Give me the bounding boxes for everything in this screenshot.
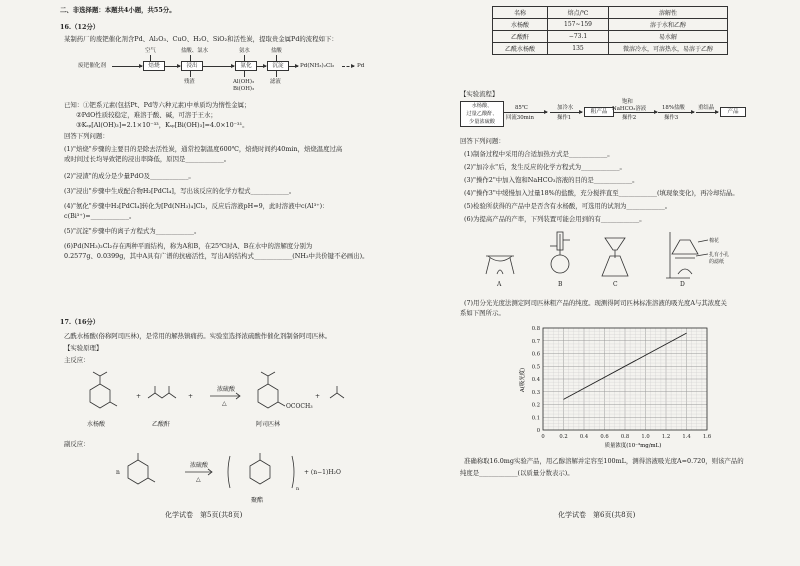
q17-prompt: 回答下列问题：: [460, 137, 505, 145]
table-row: [493, 43, 728, 55]
crude-product: 粗产品: [584, 107, 614, 117]
y-ticks: [532, 326, 541, 434]
polymer-name: 聚酯: [251, 497, 264, 504]
note-paper-1: 扎有小孔: [709, 252, 730, 258]
cell: 微溶冷水，可溶热水，易溶于乙醇: [609, 43, 728, 55]
known-3: ③Kₛₚ[Al(OH)₃]=2.1×10⁻³³，Kₛₚ[Bi(OH)₃]=4.0×10⁻³¹。: [76, 121, 249, 129]
header-name: 名称: [493, 7, 548, 19]
x-ticks: [541, 434, 711, 440]
reactant-line: 少量浓硫酸: [469, 119, 495, 125]
apparatus-c-label: C: [613, 281, 618, 288]
x-tick-label: 0.6: [600, 434, 609, 440]
table-header-row: [493, 7, 728, 19]
name-aspirin: 阿司匹林: [256, 421, 281, 428]
q7-line: (7)用分光光度法测定阿司匹林粗产品的纯度。现测得阿司匹林标准溶液的吸光度A与其浓度关: [464, 299, 727, 307]
cell: 乙酰水杨酸: [493, 43, 548, 55]
op1-label: 操作1: [557, 115, 572, 121]
catalyst-label: 浓硫酸: [217, 386, 236, 393]
side-product: + (n−1)H₂O: [304, 469, 341, 476]
chart-grid: [543, 328, 707, 430]
q16-item: (3)"浸出"步骤中生成配合物H₂[PdCl₄]，写出该反应的化学方程式____________。: [64, 187, 296, 195]
known-1: 已知：①钯系元素(包括Pt、Pd等六种元素)中单质均为惰性金属；: [64, 101, 251, 109]
y-tick-label: 0.5: [531, 364, 540, 371]
apparatus-b-label: B: [558, 281, 563, 288]
q8-line: 纯度是____________(以质量分数表示)。: [460, 469, 574, 477]
svg-text:+: +: [136, 393, 142, 400]
right-footer: 化学试卷 第6页(共8页): [558, 511, 636, 519]
cond-temp: 85℃: [515, 105, 528, 111]
principle-title: 【实验原理】: [64, 344, 103, 352]
x-tick-label: 0.2: [559, 434, 568, 440]
polymer-n: n: [296, 486, 300, 492]
x-tick-label: 0.4: [579, 434, 589, 440]
op2-saturated: 饱和: [622, 99, 633, 105]
cell: 157~159: [548, 19, 609, 31]
n-coefficient: n: [116, 469, 120, 476]
note-cotton: 棉花: [709, 238, 720, 244]
apparatus-a-label: A: [497, 281, 502, 288]
cell: 水杨酸: [493, 19, 548, 31]
flow-title: 【实验流程】: [460, 90, 499, 98]
q16-item: (2)"浸渣"的成分是少量PdO及____________。: [64, 172, 195, 180]
q16-item: 0.2577g、0.0399g，其中A具有广谱的抗癌活性，写出A的结构式____________(NH₃中共价键不必画出)。: [64, 252, 369, 260]
right-page: [400, 0, 800, 566]
main-reaction-label: 主反应：: [64, 356, 90, 364]
op2-label: 操作2: [622, 115, 637, 121]
q17-item: (1)制备过程中采用的合适加热方式是____________。: [464, 150, 614, 158]
flow-start: 废钯催化剂: [78, 63, 106, 69]
left-footer: 化学试卷 第5页(共8页): [165, 511, 243, 519]
q16-item: (6)Pd(NH₃)₂Cl₂存在两种平面结构，称为A和B，在25℃时A、B在水中的溶解度分别为: [64, 242, 313, 250]
side-heat: △: [196, 476, 201, 483]
y-axis-label: A(吸光度): [520, 367, 526, 393]
flow-reactants: [460, 101, 504, 127]
byproduct-bioh: Bi(OH)₃: [233, 86, 255, 92]
x-tick-label: 1.0: [641, 434, 650, 440]
x-tick-label: 1.2: [661, 434, 671, 440]
svg-text:+: +: [188, 393, 194, 400]
step-ammoniation: 氨化: [235, 61, 257, 71]
op3-label: 操作3: [664, 115, 679, 121]
reagent-air: 空气: [145, 48, 156, 54]
q8-line: 准确称取16.0mg实验产品，用乙醇溶解并定容至100mL，测得溶液吸光度A=0.720，则该产品的: [464, 457, 744, 465]
cell: 易水解: [609, 31, 728, 43]
reactant-line: 水杨酸、: [471, 103, 493, 109]
side-reaction-diagram: [100, 448, 360, 508]
q17-intro: 乙酰水杨酸(俗称阿司匹林)，是常用的解热镇痛药。实验室选择浓硫酸作催化剂制备阿司匹林。: [64, 332, 332, 340]
y-tick-label: 0: [536, 428, 540, 434]
q17-item: (2)"加冷水"后，发生反应的化学方程式为____________。: [464, 163, 626, 171]
q17-item: (6)为提高产品的产率，下列装置可能会用到的有____________。: [464, 215, 646, 223]
ester-group: OCOCH₃: [286, 403, 313, 410]
reactant-line: 过量乙酸酐、: [466, 111, 498, 117]
q16-item: (5)"沉淀"步骤中的离子方程式为____________。: [64, 227, 201, 235]
y-tick-label: 0.2: [531, 402, 540, 409]
y-tick-label: 0.8: [531, 326, 540, 332]
y-tick-label: 0.7: [531, 338, 540, 345]
op1-add-water: 加冷水: [557, 105, 574, 111]
recrystallize: 重结晶: [698, 105, 715, 111]
q7-line: 系如下图所示。: [460, 309, 505, 317]
heat-label: △: [222, 400, 227, 407]
q17-item: (4)"操作3"中缓慢加入过量18%的盐酸，充分搅拌直至____________(填现象变化)，再冷却结晶。: [464, 189, 739, 197]
apparatus-d-label: D: [680, 281, 685, 288]
final-product: 产品: [720, 107, 746, 117]
cell: −73.1: [548, 31, 609, 43]
op3-acid: 18%盐酸: [662, 105, 685, 111]
byproduct-aloh: Al(OH)₃: [233, 79, 255, 85]
step-roast: 焙烧: [143, 61, 165, 71]
header-solubility: 溶解性: [609, 7, 728, 19]
q16-item: (4)"氨化"步骤中H₂[PdCl₄]转化为[Pd(NH₃)₄]Cl₂，反应后溶液pH=9，此时溶液中c(Al³⁺)：: [64, 202, 329, 210]
cell: 乙酸酐: [493, 31, 548, 43]
note-paper-2: 的滤纸: [709, 259, 725, 265]
header-mp: 熔点/℃: [548, 7, 609, 19]
y-tick-label: 0.1: [531, 415, 540, 422]
step-leach: 浸出: [181, 61, 203, 71]
y-tick-label: 0.6: [531, 351, 540, 358]
cell: 135: [548, 43, 609, 55]
x-tick-label: 1.4: [682, 434, 691, 440]
main-reaction-diagram: [60, 368, 380, 438]
properties-table: [492, 6, 728, 55]
op2-reagent: NaHCO₃溶液: [612, 106, 647, 112]
y-tick-label: 0.4: [531, 377, 540, 383]
reagent-hcl: 盐酸: [271, 48, 282, 54]
known-2: ②PdO性质较稳定，难溶于酸、碱，可溶于王水；: [76, 111, 217, 119]
q17-header: 17.（16分）: [60, 318, 100, 326]
side-catalyst: 浓硫酸: [190, 462, 209, 469]
x-tick-label: 0.8: [620, 434, 630, 440]
x-axis-label: 质量浓度(10⁻³mg/mL): [604, 443, 662, 449]
name-salicylic: 水杨酸: [87, 421, 106, 428]
byproduct-filtrate: 滤液: [270, 79, 281, 85]
reagent-ammonia: 氨水: [239, 48, 250, 54]
svg-text:+: +: [315, 393, 321, 400]
cond-reflux: 回流30min: [506, 115, 534, 121]
byproduct-residue: 残渣: [184, 79, 195, 85]
q16-prompt: 回答下列问题：: [64, 132, 109, 140]
flow-intermediate: Pd(NH₃)₂Cl₂: [300, 63, 335, 69]
cell: 溶于水和乙醇: [609, 19, 728, 31]
section-title: 二、非选择题：本题共4小题，共55分。: [60, 6, 176, 14]
table-row: [493, 31, 728, 43]
q17-item: (5)检验所获得的产品中是否含有水杨酸，可选用的试剂为____________。: [464, 202, 672, 210]
flow-final: Pd: [357, 63, 365, 69]
step-precipitate: 沉淀: [267, 61, 289, 71]
q17-item: (3)"操作2"中加入饱和NaHCO₃溶液的目的是____________。: [464, 176, 639, 184]
q16-item: 或时间过长均导致钯的浸出率降低，原因是____________。: [64, 155, 231, 163]
apparatus-diagram: [480, 228, 740, 290]
table-row: [493, 19, 728, 31]
q16-item: (1)"焙烧"步骤的主要目的是除去活性炭，通常控制温度600℃，焙烧时间约40min，焙烧温度过高: [64, 145, 343, 153]
q16-intro: 某制药厂的废钯催化剂含Pd、Al₂O₃、CuO、H₂O、SiO₂和活性炭，提取贵金属Pd的流程如下：: [64, 35, 338, 43]
y-tick-label: 0.3: [531, 389, 540, 396]
q16-header: 16.（12分）: [60, 23, 100, 31]
reagent-hcl-cl: 盐酸、氯水: [181, 48, 208, 54]
absorbance-chart: [515, 322, 715, 450]
q16-item: c(Bi³⁺)=____________。: [64, 212, 136, 220]
x-tick-label: 1.6: [702, 434, 712, 440]
name-anhydride: 乙酸酐: [152, 421, 171, 428]
side-reaction-label: 副反应：: [64, 440, 90, 448]
x-tick-label: 0: [541, 434, 545, 440]
